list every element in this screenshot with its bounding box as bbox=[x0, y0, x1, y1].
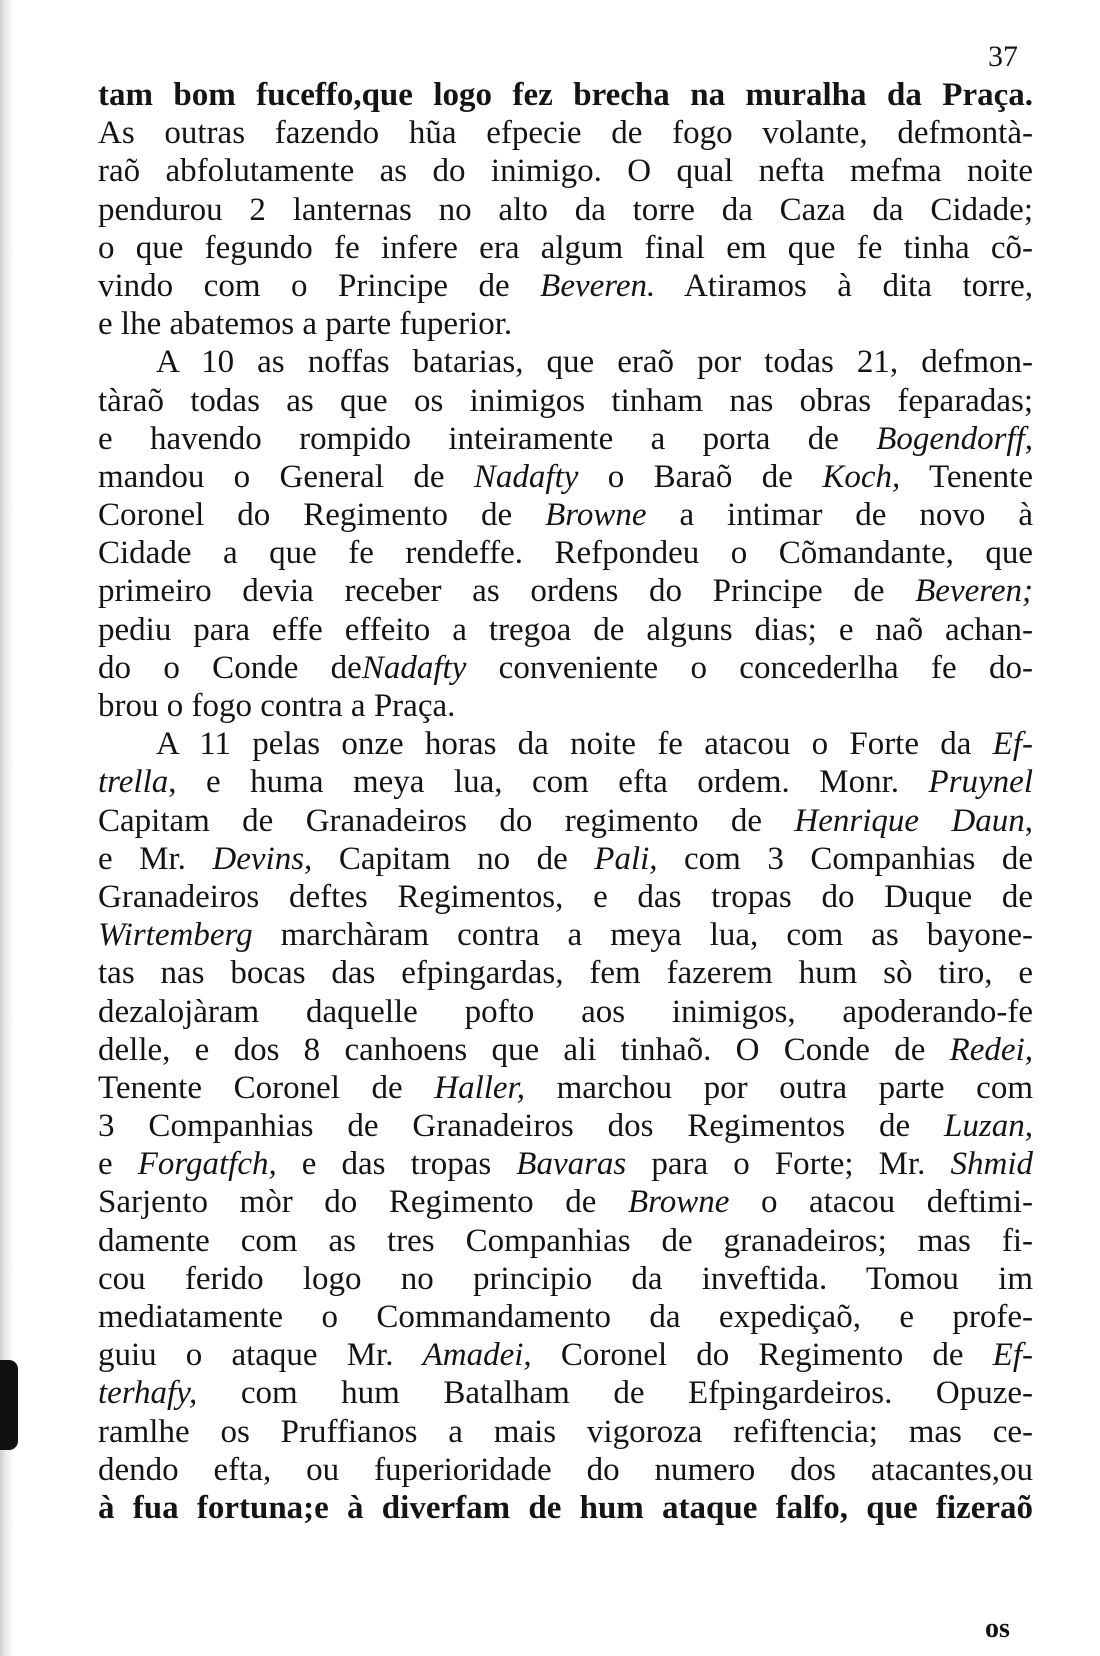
text-segment: Granadeiros deftes Regimentos, e das tropas do Duque de bbox=[98, 878, 1033, 915]
text-segment: A 11 pelas onze horas da noite fe atacou o Forte da bbox=[156, 726, 993, 763]
italic-name: Shmid bbox=[950, 1146, 1033, 1183]
italic-name: Ef- bbox=[992, 1337, 1033, 1374]
text-line bbox=[98, 420, 1033, 458]
text-segment: delle, e dos 8 canhoens que ali tinhaõ. O Conde de bbox=[98, 1031, 950, 1068]
text-line bbox=[98, 305, 1033, 343]
text-line bbox=[98, 878, 1033, 916]
text-line bbox=[98, 1489, 1033, 1527]
italic-name: Ef- bbox=[992, 726, 1033, 763]
text-segment: primeiro devia receber as ordens do Principe de bbox=[98, 573, 916, 610]
text-line bbox=[98, 763, 1033, 801]
text-line bbox=[98, 1183, 1033, 1221]
text-segment: Coronel do Regimento de bbox=[98, 497, 546, 534]
text-line bbox=[98, 1413, 1033, 1451]
text-segment: damente com as tres Companhias de granadeiros; mas fi- bbox=[98, 1222, 1033, 1259]
italic-name: Wirtemberg bbox=[98, 917, 253, 954]
text-line bbox=[98, 954, 1033, 992]
text-segment: mandou o General de bbox=[98, 458, 474, 495]
text-line bbox=[98, 1107, 1033, 1145]
text-line bbox=[98, 458, 1033, 496]
italic-name: Amadei, bbox=[422, 1337, 532, 1374]
italic-name: Nadafty bbox=[361, 649, 467, 686]
italic-name: Koch, bbox=[822, 458, 901, 495]
italic-name: Beveren; bbox=[915, 573, 1033, 610]
italic-name: Bavaras bbox=[516, 1146, 627, 1183]
text-line bbox=[98, 1374, 1033, 1412]
text-line bbox=[98, 1298, 1033, 1336]
text-segment: e bbox=[98, 1146, 138, 1183]
italic-name: trella bbox=[98, 764, 169, 801]
text-segment: tàraõ todas as que os inimigos tinham nas obras feparadas; bbox=[98, 382, 1033, 419]
italic-name: Pruynel bbox=[928, 764, 1033, 801]
italic-name: Forgatfch, bbox=[137, 1146, 277, 1183]
text-segment: com hum Batalham de Efpingardeiros. Opuze- bbox=[197, 1375, 1033, 1412]
text-segment: marchou por outra parte com bbox=[524, 1069, 1033, 1106]
text-line bbox=[98, 840, 1033, 878]
text-line bbox=[98, 382, 1033, 420]
text-segment: Atiramos à dita torre, bbox=[655, 267, 1033, 304]
text-segment: mediatamente o Commandamento da expediçaõ, e profe- bbox=[98, 1299, 1033, 1335]
text-segment: Capitam de Granadeiros do regimento de bbox=[98, 802, 795, 839]
text-line bbox=[98, 1031, 1033, 1069]
text-segment: brou o fogo contra a Praça. bbox=[98, 688, 456, 724]
text-line bbox=[98, 1145, 1033, 1183]
text-segment: e das tropas bbox=[276, 1146, 517, 1183]
text-segment: marchàram contra a meya lua, com as bayone- bbox=[252, 917, 1033, 954]
text-line bbox=[98, 993, 1033, 1031]
text-segment: dendo efta, ou fuperioridade do numero dos atacantes,ou bbox=[98, 1451, 1033, 1488]
text-segment: Cidade a que fe rendeffe. Refpondeu o Cõmandante, que bbox=[98, 535, 1033, 572]
italic-name: Nadafty bbox=[473, 458, 579, 495]
text-line bbox=[98, 534, 1033, 572]
text-segment: tam bom fuceffo,que logo fez brecha na muralha da Praça. bbox=[98, 77, 1033, 113]
text-line bbox=[98, 611, 1033, 649]
text-segment: o atacou deftimi- bbox=[729, 1184, 1033, 1221]
text-line bbox=[98, 229, 1033, 267]
text-line bbox=[98, 496, 1033, 534]
text-segment: guiu o ataque Mr. bbox=[98, 1337, 423, 1374]
italic-name: Browne bbox=[627, 1184, 730, 1221]
ink-blot bbox=[0, 1360, 18, 1450]
text-line bbox=[98, 76, 1033, 114]
text-segment: As outras fazendo hũa efpecie de fogo volante, defmontà- bbox=[98, 115, 1033, 152]
text-line bbox=[98, 267, 1033, 305]
text-segment: conveniente o concederlha fe do- bbox=[466, 649, 1033, 686]
text-segment: e Mr. bbox=[98, 840, 213, 877]
text-segment: com 3 Companhias de bbox=[657, 840, 1033, 877]
text-line bbox=[98, 1069, 1033, 1107]
text-line bbox=[98, 191, 1033, 229]
text-segment: a intimar de novo à bbox=[646, 497, 1033, 534]
catchword: os bbox=[985, 1613, 1010, 1644]
text-segment: à fua fortuna;e à diverfam de hum ataque falfo, que fizeraõ bbox=[98, 1489, 1033, 1526]
text-line bbox=[98, 343, 1033, 381]
text-segment: Tenente bbox=[900, 458, 1033, 495]
italic-name: Devins, bbox=[212, 840, 313, 877]
text-segment: 3 Companhias de Granadeiros dos Regimentos de bbox=[98, 1108, 945, 1145]
italic-name: Haller, bbox=[434, 1069, 525, 1106]
text-line bbox=[98, 916, 1033, 954]
text-segment: pediu para effe effeito a tregoa de alguns dias; e naõ achan- bbox=[98, 611, 1033, 648]
italic-name: Bogendorff, bbox=[876, 420, 1033, 457]
italic-name: terhafy, bbox=[98, 1375, 198, 1412]
text-line bbox=[98, 152, 1033, 190]
text-segment: e lhe abatemos a parte fuperior. bbox=[98, 306, 513, 343]
text-line bbox=[98, 649, 1033, 687]
text-segment: tas nas bocas das efpingardas, fem fazerem hum sò tiro, e bbox=[98, 955, 1033, 992]
italic-name: Beveren. bbox=[540, 267, 656, 304]
text-line bbox=[98, 1336, 1033, 1374]
body-text bbox=[98, 76, 1033, 1527]
text-segment: Sarjento mòr do Regimento de bbox=[98, 1184, 628, 1221]
text-line bbox=[98, 572, 1033, 610]
text-segment: Tenente Coronel de bbox=[98, 1069, 435, 1106]
text-line bbox=[98, 725, 1033, 763]
text-segment: cou ferido logo no principio da inveftida. Tomou im bbox=[98, 1260, 1033, 1297]
italic-name: Redei, bbox=[949, 1031, 1033, 1068]
italic-name: Luzan, bbox=[944, 1108, 1033, 1145]
text-segment: , bbox=[1024, 802, 1033, 839]
text-segment: para o Forte; Mr. bbox=[626, 1146, 951, 1183]
text-segment: Coronel do Regimento de bbox=[531, 1337, 993, 1374]
italic-name: Browne bbox=[545, 497, 647, 534]
text-segment: dezalojàram daquelle pofto aos inimigos, apoderando-fe bbox=[98, 993, 1033, 1030]
text-segment: o Baraõ de bbox=[578, 458, 823, 495]
text-segment: e havendo rompido inteiramente a porta de bbox=[98, 420, 877, 457]
text-line bbox=[98, 114, 1033, 152]
text-segment: pendurou 2 lanternas no alto da torre da Caza da Cidade; bbox=[98, 191, 1033, 228]
text-line bbox=[98, 1260, 1033, 1298]
italic-name: Pali, bbox=[594, 840, 658, 877]
text-segment: o que fegundo fe infere era algum final em que fe tinha cõ- bbox=[98, 229, 1033, 266]
text-line bbox=[98, 1451, 1033, 1489]
italic-name: Henrique Daun bbox=[794, 802, 1025, 839]
text-segment: Capitam no de bbox=[312, 840, 595, 877]
text-segment: vindo com o Principe de bbox=[98, 267, 541, 304]
text-segment: A 10 as noffas batarias, que eraõ por todas 21, defmon- bbox=[156, 344, 1033, 381]
text-line bbox=[98, 1222, 1033, 1260]
text-line bbox=[98, 802, 1033, 840]
text-segment: , e huma meya lua, com efta ordem. Monr. bbox=[168, 764, 929, 801]
page-number: 37 bbox=[988, 40, 1018, 73]
text-segment: raõ abfolutamente as do inimigo. O qual nefta mefma noite bbox=[98, 153, 1033, 190]
text-segment: do o Conde de bbox=[98, 649, 362, 686]
text-segment: ramlhe os Pruffianos a mais vigoroza refiftencia; mas ce- bbox=[98, 1413, 1033, 1450]
text-line bbox=[98, 687, 1033, 725]
